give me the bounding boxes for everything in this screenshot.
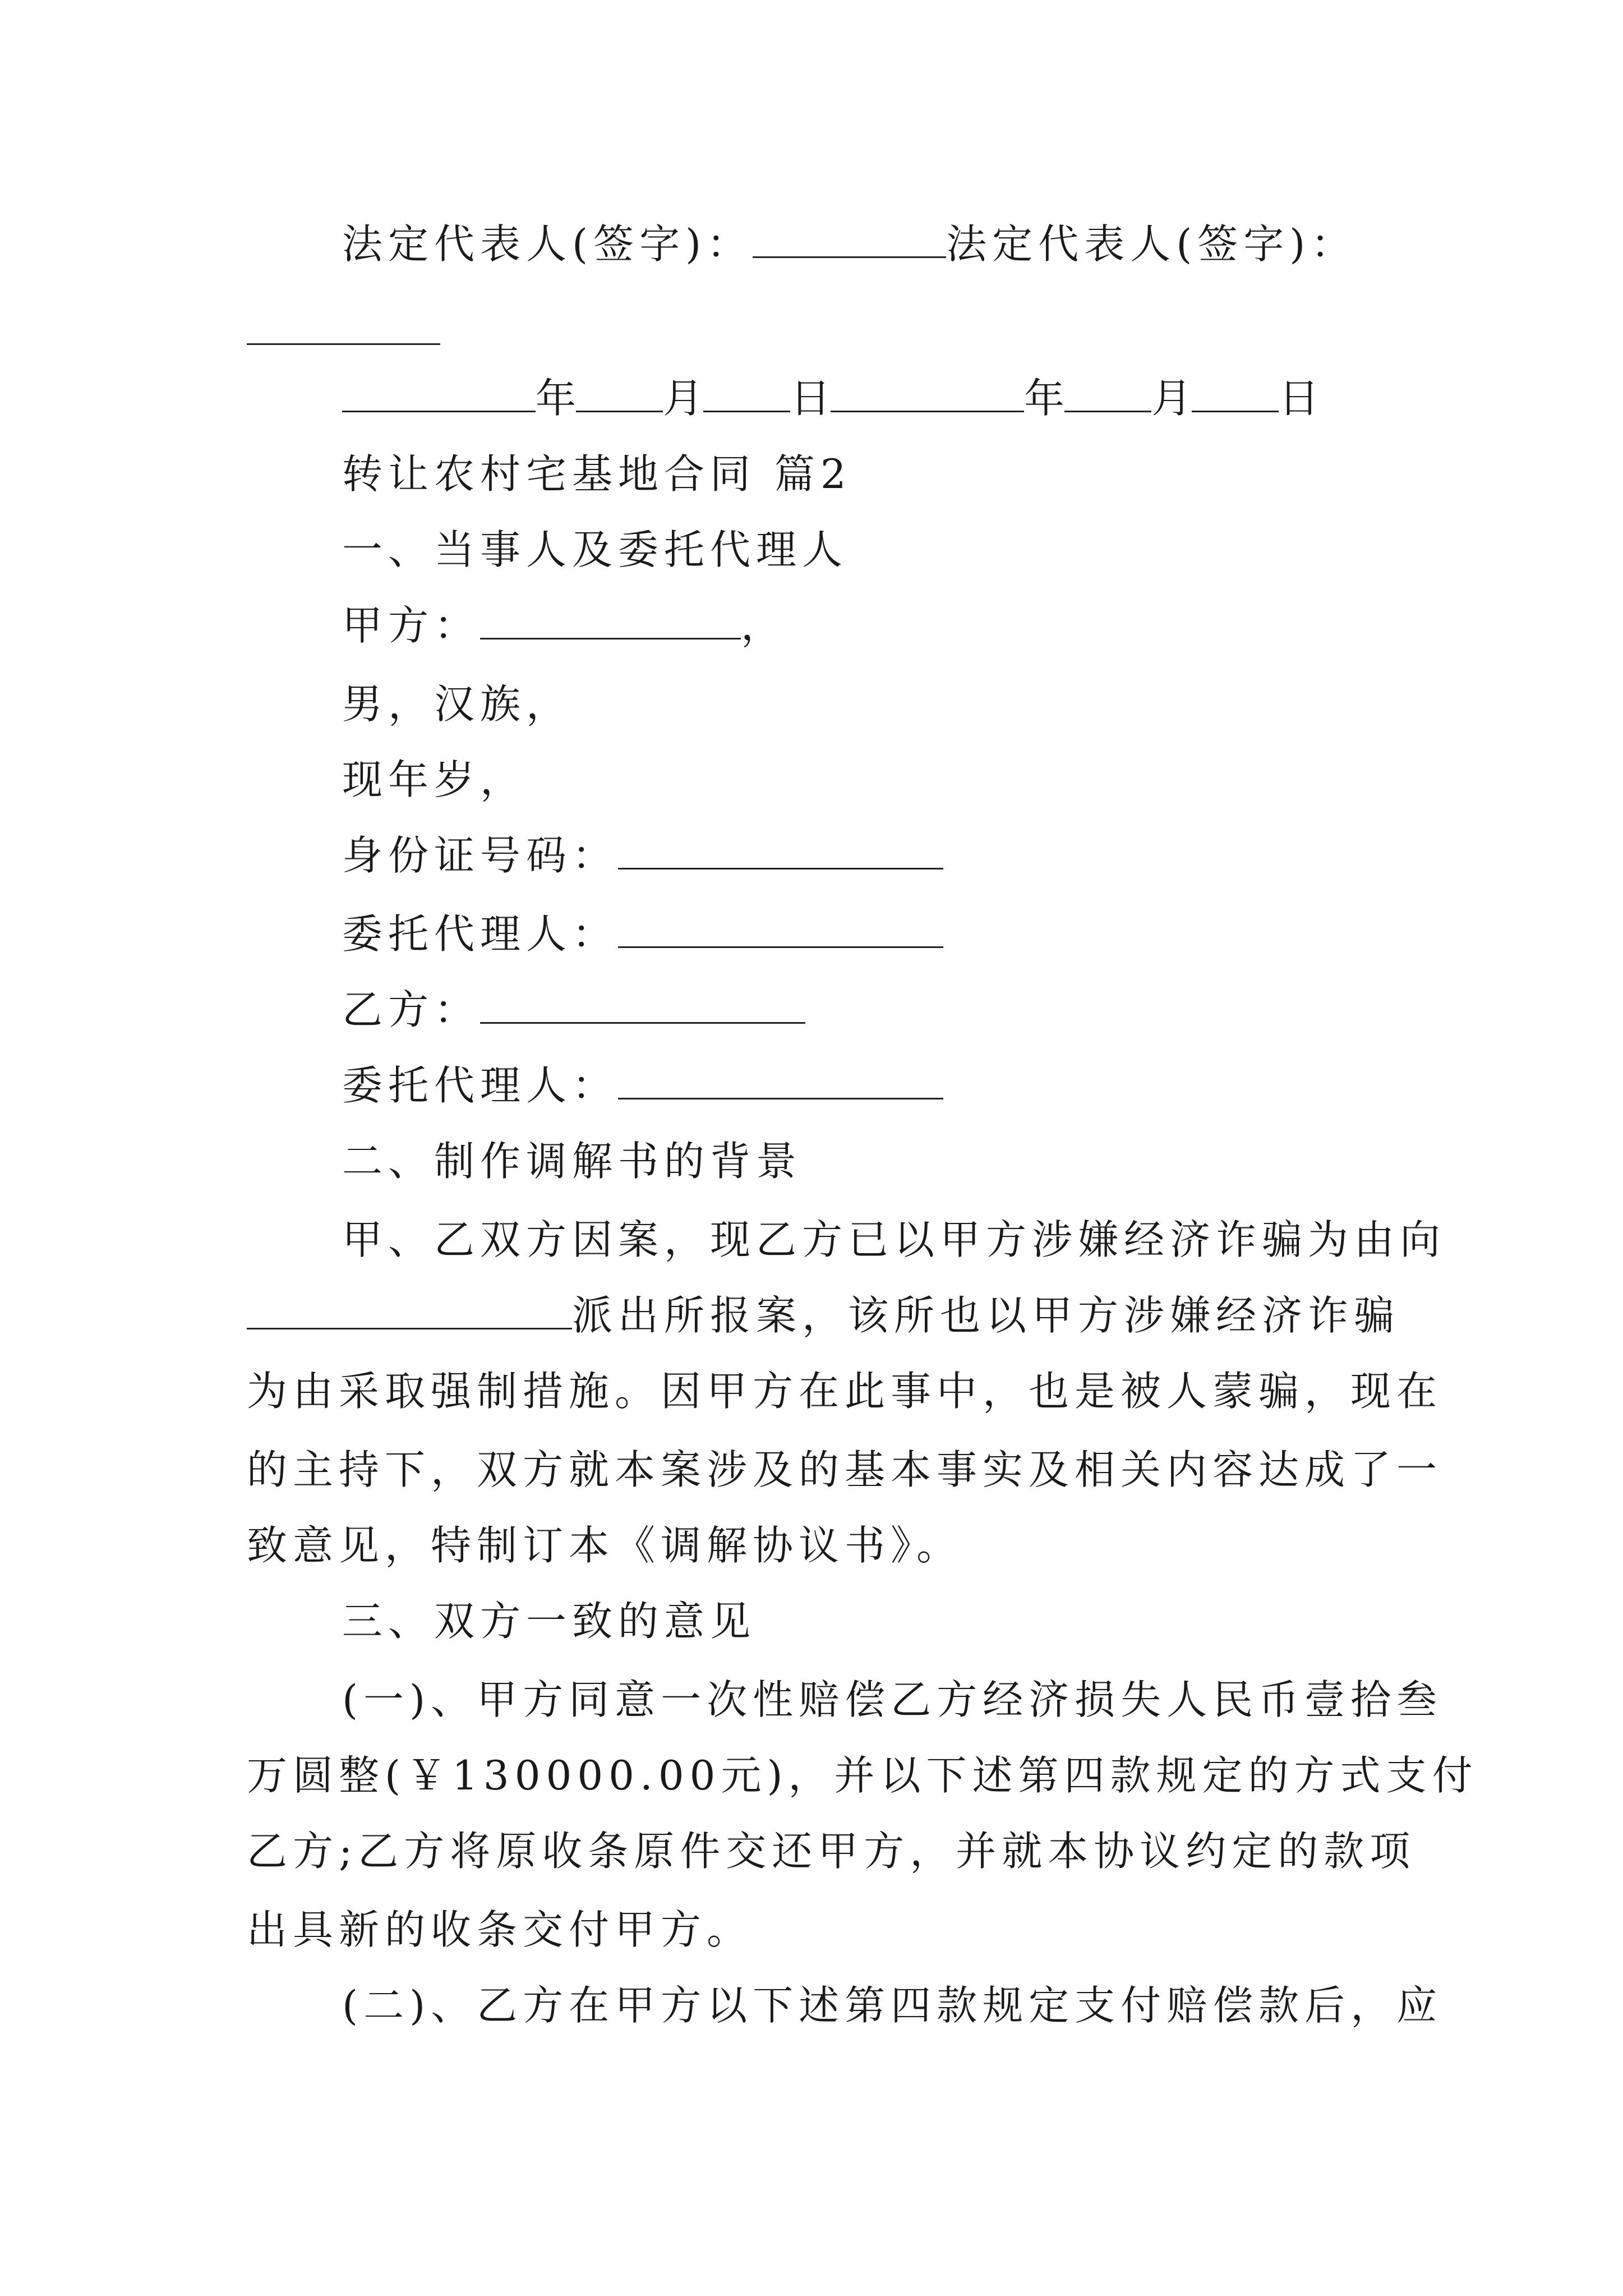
- signature-blank-b[interactable]: [247, 338, 440, 345]
- day-label-b: 日: [1279, 375, 1320, 422]
- contract-heading: 转让农村宅基地合同 篇2: [342, 450, 852, 498]
- agent-a-blank[interactable]: [618, 941, 943, 948]
- section2-line2: [247, 1287, 1400, 1343]
- year-blank-a[interactable]: [342, 405, 536, 412]
- gender-ethnicity-line: 男，汉族，: [342, 680, 573, 728]
- id-number-line: [342, 827, 943, 884]
- party-b-line: [342, 982, 805, 1038]
- signature-continuation: [247, 303, 440, 359]
- party-a-blank[interactable]: [480, 632, 741, 639]
- year-label-a: 年: [536, 375, 577, 422]
- month-label-b: 月: [1151, 375, 1192, 422]
- section3-item1-line4: 出具新的收条交付甲方。: [247, 1906, 753, 1953]
- section3-title: 三、双方一致的意见: [342, 1598, 757, 1645]
- section2-line1: 甲、乙双方因案，现乙方已以甲方涉嫌经济诈骗为由向: [342, 1216, 1446, 1263]
- agent-a-line: [342, 906, 943, 962]
- section3-item1-line2: 万圆整(￥130000.00元)，并以下述第四款规定的方式支付: [247, 1752, 1478, 1799]
- id-number-blank[interactable]: [618, 862, 943, 869]
- party-b-label: 乙方：: [342, 986, 481, 1033]
- age-line: 现年岁，: [342, 756, 527, 803]
- section2-line2-text: 派出所报案，该所也以甲方涉嫌经济诈骗: [572, 1292, 1400, 1339]
- date-line: [342, 370, 1319, 426]
- section2-line4: 的主持下，双方就本案涉及的基本事实及相关内容达成了一: [247, 1446, 1443, 1493]
- section3-item1-line3: 乙方;乙方将原收条原件交还甲方，并就本协议约定的款项: [247, 1828, 1416, 1875]
- signature-label-b: 法定代表人(签字)：: [946, 220, 1357, 268]
- agent-a-label: 委托代理人：: [342, 910, 619, 958]
- agent-b-line: [342, 1057, 943, 1114]
- party-b-blank[interactable]: [480, 1016, 805, 1024]
- section2-title: 二、制作调解书的背景: [342, 1138, 803, 1185]
- id-number-label: 身份证号码：: [342, 832, 619, 879]
- section2-line3: 为由采取强制措施。因甲方在此事中，也是被人蒙骗，现在: [247, 1368, 1443, 1415]
- year-label-b: 年: [1024, 375, 1065, 422]
- signature-line: [342, 216, 1357, 272]
- year-blank-b[interactable]: [831, 405, 1024, 412]
- party-a-suffix: ，: [741, 602, 787, 649]
- section2-line5: 致意见，特制订本《调解协议书》。: [247, 1522, 963, 1569]
- day-label-a: 日: [790, 375, 831, 422]
- party-a-line: [342, 597, 787, 654]
- signature-blank-a[interactable]: [753, 251, 946, 258]
- month-blank-b[interactable]: [1064, 405, 1151, 412]
- day-blank-b[interactable]: [1192, 405, 1279, 412]
- section3-item1-line1: (一)、甲方同意一次性赔偿乙方经济损失人民币壹拾叁: [342, 1676, 1443, 1723]
- police-station-blank[interactable]: [247, 1322, 572, 1329]
- signature-label-a: 法定代表人(签字)：: [342, 220, 753, 268]
- section3-item2-line1: (二)、乙方在甲方以下述第四款规定支付赔偿款后，应: [342, 1982, 1443, 2029]
- party-a-label: 甲方：: [342, 602, 481, 649]
- day-blank-a[interactable]: [703, 405, 790, 412]
- month-label-a: 月: [663, 375, 704, 422]
- agent-b-blank[interactable]: [618, 1092, 943, 1099]
- agent-b-label: 委托代理人：: [342, 1062, 619, 1109]
- month-blank-a[interactable]: [576, 405, 663, 412]
- section1-title: 一、当事人及委托代理人: [342, 526, 849, 573]
